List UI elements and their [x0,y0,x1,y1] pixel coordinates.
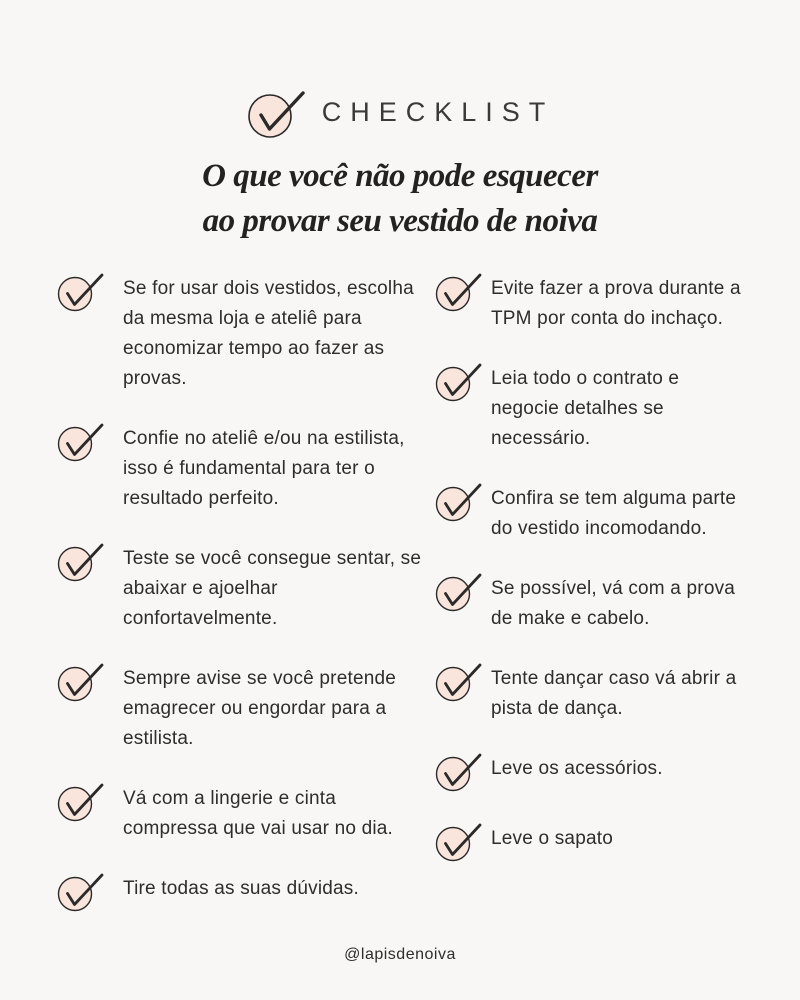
check-circle-icon [55,270,107,314]
check-circle-icon [246,88,308,140]
checklist-item-text: Vá com a lingerie e cinta compressa que vai usar no dia. [123,788,394,839]
checklist-item [55,424,433,514]
checklist-item-text: Tente dançar caso vá abrir a pista de dança. [491,668,737,719]
checklist-item-text: Confira se tem alguma parte do vestido incomodando. [491,488,737,539]
checklist-item [433,754,752,794]
checklist-item [55,544,433,634]
checklist-item-text: Leia todo o contrato e negocie detalhes se necessário. [491,368,680,449]
header [0,0,800,244]
checklist-item [433,364,752,454]
check-circle-icon [433,480,485,524]
check-circle-icon [433,360,485,404]
check-circle-icon [433,570,485,614]
checklist-item [55,874,433,914]
check-circle-icon [55,870,107,914]
page-title [0,154,800,244]
checklist-item-text: Teste se você consegue sentar, se abaixar e ajoelhar confortavelmente. [123,548,422,629]
checklist-column-right [433,274,752,944]
checklist-item-text: Confie no ateliê e/ou na estilista, isso é fundamental para ter o resultado perfeito. [123,428,405,509]
checklist-column-left [55,274,433,944]
footer-handle: @lapisdenoiva [344,946,456,963]
checklist-item [433,824,752,864]
checklist-item [55,784,433,844]
checklist-columns [0,244,800,944]
check-circle-icon [433,660,485,704]
checklist-item [433,574,752,634]
checklist-item-text: Tire todas as suas dúvidas. [123,878,359,899]
check-circle-icon [433,820,485,864]
checklist-item [55,274,433,394]
page-title-line2: ao provar seu vestido de noiva [202,203,598,239]
brand-label: CHECKLIST [321,96,555,127]
checklist-item [433,484,752,544]
brand-row [0,84,800,140]
checklist-item-text: Se for usar dois vestidos, escolha da mesma loja e ateliê para economizar tempo ao fazer as provas. [123,278,414,389]
checklist-item [55,664,433,754]
check-circle-icon [433,270,485,314]
checklist-item-text: Evite fazer a prova durante a TPM por conta do inchaço. [491,278,741,329]
check-circle-icon [55,420,107,464]
check-circle-icon [55,660,107,704]
checklist-item-text: Leve os acessórios. [491,758,663,779]
checklist-item-text: Leve o sapato [491,828,613,849]
checklist-item-text: Se possível, vá com a prova de make e cabelo. [491,578,736,629]
checklist-item-text: Sempre avise se você pretende emagrecer ou engordar para a estilista. [123,668,397,749]
check-circle-icon [55,780,107,824]
check-circle-icon [55,540,107,584]
page-title-line1: O que você não pode esquecer [202,158,598,194]
checklist-item [433,664,752,724]
checklist-item [433,274,752,334]
check-circle-icon [433,750,485,794]
